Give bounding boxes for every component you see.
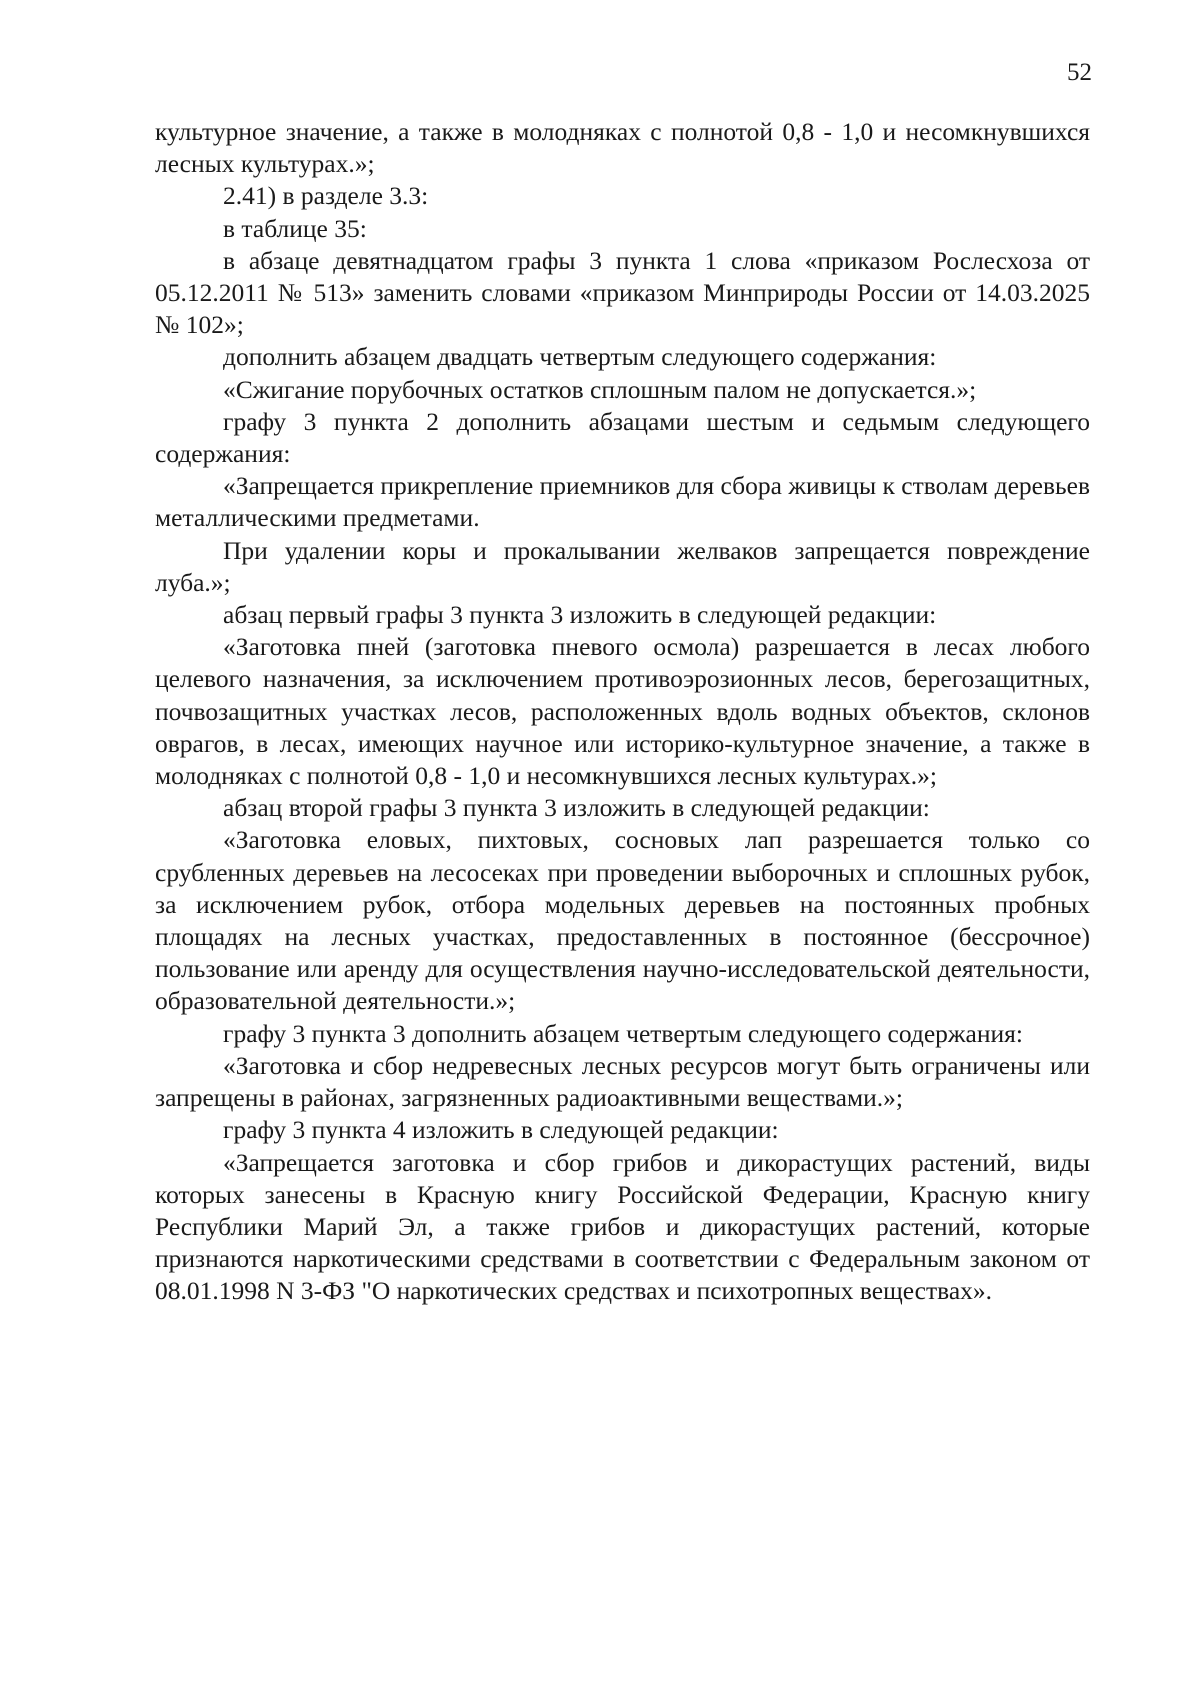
paragraph: «Сжигание порубочных остатков сплошным палом не допускается.»; (223, 374, 977, 404)
paragraph: абзац первый графы 3 пункта 3 изложить в следующей редакции: (223, 600, 937, 630)
paragraph: «Заготовка пней (заготовка пневого осмола) разрешается в лесах любого целевого назначения, за исключением противоэрозионных лесов, берегозащитных, почвозащитных участках лесов, расположенных вдоль водных объектов, склонов оврагов, в лесах, имеющих научное или историко-культурное значение, а также в молодняках с полнотой 0,8 - 1,0 и несомкнувшихся лесных культурах.»; (155, 632, 1090, 791)
document-body (155, 116, 1090, 1308)
paragraph: 2.41) в разделе 3.3: (223, 181, 429, 211)
paragraph: графу 3 пункта 3 дополнить абзацем четвертым следующего содержания: (223, 1018, 1023, 1048)
paragraph: графу 3 пункта 4 изложить в следующей редакции: (223, 1115, 779, 1145)
paragraph: в абзаце девятнадцатом графы 3 пункта 1 слова «приказом Рослесхоза от 05.12.2011 № 513» заменить словами «приказом Минприроды России от 14.03.2025 № 102»; (155, 245, 1090, 340)
paragraph: в таблице 35: (223, 213, 367, 243)
paragraph: культурное значение, а также в молодняках с полнотой 0,8 - 1,0 и несомкнувшихся лесных культурах.»; (155, 117, 1090, 179)
paragraph: графу 3 пункта 2 дополнить абзацами шестым и седьмым следующего содержания: (155, 406, 1090, 469)
paragraph: абзац второй графы 3 пункта 3 изложить в следующей редакции: (223, 793, 930, 823)
paragraph: «Запрещается заготовка и сбор грибов и дикорастущих растений, виды которых занесены в Красную книгу Российской Федерации, Красную книгу Республики Марий Эл, а также грибов и дикорастущих растений, которые признаются наркотическими средствами в соответствии с Федеральным законом от 08.01.1998 N 3-ФЗ "О наркотических средствах и психотропных веществах». (155, 1147, 1090, 1306)
paragraph: «Заготовка и сбор недревесных лесных ресурсов могут быть ограничены или запрещены в районах, загрязненных радиоактивными веществами.»; (155, 1050, 1090, 1113)
page-number: 52 (1067, 59, 1092, 86)
paragraph: дополнить абзацем двадцать четвертым следующего содержания: (223, 342, 937, 372)
paragraph: «Запрещается прикрепление приемников для сбора живицы к стволам деревьев металлическими предметами. (155, 471, 1090, 533)
paragraph: При удалении коры и прокалывании желваков запрещается повреждение луба.»; (155, 535, 1090, 597)
paragraph: «Заготовка еловых, пихтовых, сосновых лап разрешается только со срубленных деревьев на лесосеках при проведении выборочных и сплошных рубок, за исключением рубок, отбора модельных деревьев на постоянных пробных площадях на лесных участках, предоставленных в постоянное (бессрочное) пользование или аренду для осуществления научно-исследовательской деятельности, образовательной деятельности.»; (155, 825, 1090, 1016)
